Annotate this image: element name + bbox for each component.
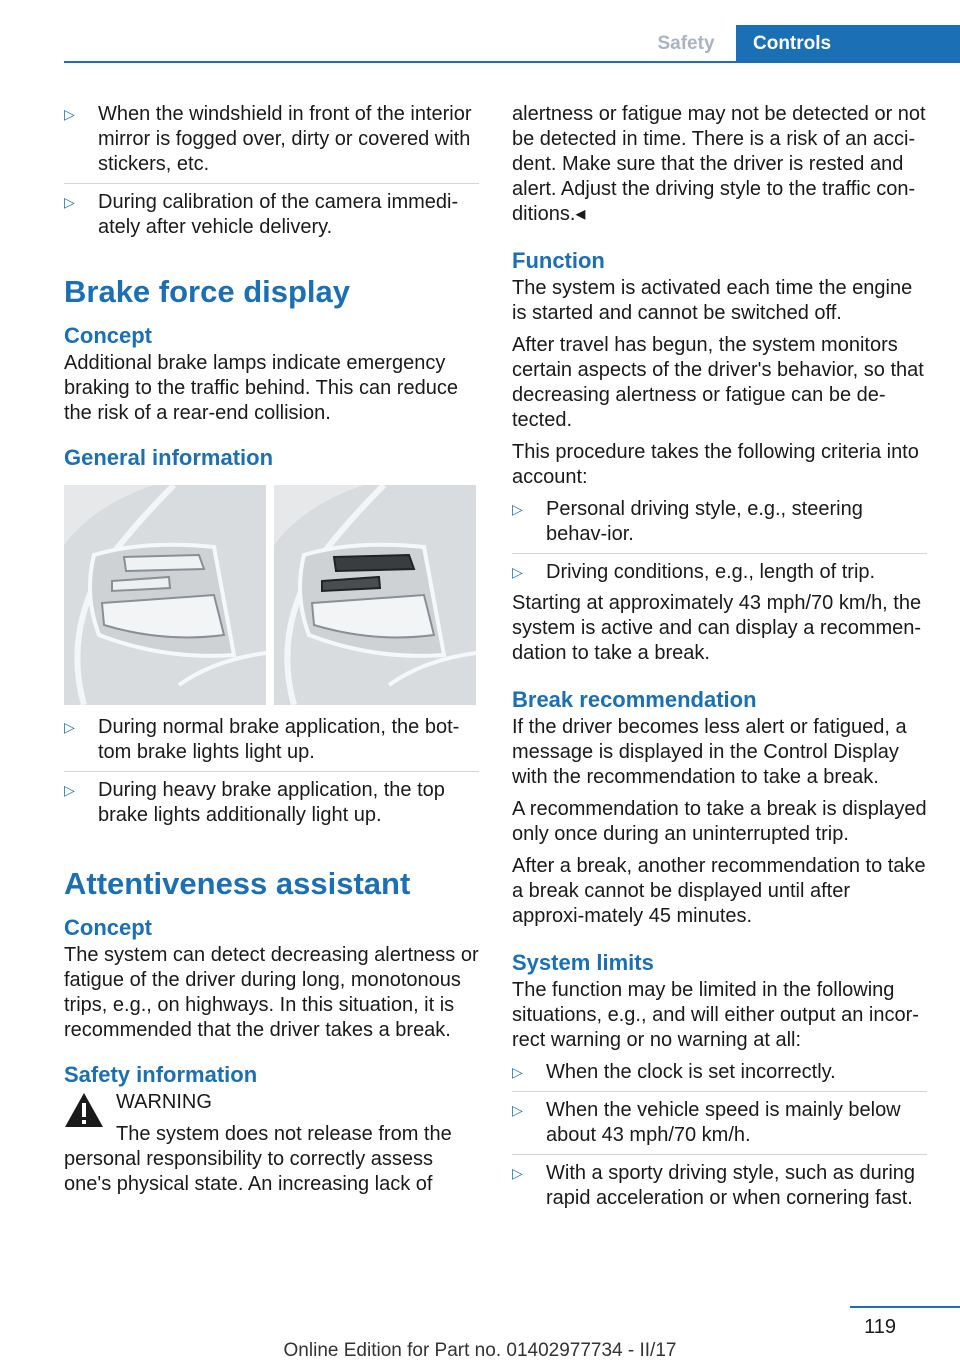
brake-lights-figure [64, 485, 479, 705]
triangle-right-icon: ▷ [64, 194, 75, 210]
triangle-right-icon: ▷ [512, 564, 523, 580]
heading-concept-2: Concept [64, 915, 152, 940]
divider [64, 183, 479, 184]
heading-break-recommendation: Break recommendation [512, 687, 757, 712]
divider [512, 1091, 927, 1092]
triangle-right-icon: ▷ [512, 501, 523, 517]
function-paragraph-2: After travel has begun, the system monitors certain aspects of the driver's behavior, so that decreasing alertness or fatigue can be de‐tected. [512, 334, 924, 431]
list-item: ▷ When the clock is set incorrectly. [512, 1061, 836, 1083]
warning-triangle-icon [64, 1092, 104, 1128]
break-paragraph-3: After a break, another recommendation to take a break cannot be displayed until after approxi‐mately 45 minutes. [512, 855, 926, 927]
triangle-right-icon: ▷ [512, 1064, 523, 1080]
triangle-right-icon: ▷ [512, 1102, 523, 1118]
break-paragraph-2: A recommendation to take a break is displayed only once during an uninterrupted trip. [512, 798, 927, 845]
list-item: ▷ When the windshield in front of the interior mirror is fogged over, dirty or covered with stickers, etc. [64, 103, 472, 175]
divider [64, 771, 479, 772]
heading-system-limits: System limits [512, 950, 654, 975]
brake-lights-normal-image [64, 485, 266, 705]
triangle-right-icon: ▷ [64, 106, 75, 122]
function-paragraph-3: This procedure takes the following criteria into account: [512, 441, 919, 488]
header-rule [64, 61, 960, 63]
warning-continuation: alertness or fatigue may not be detected or not be detected in time. There is a risk of an acci‐dent. Make sure that the driver is rested and alert. Adjust the driving style to the traffic con‐ditions.◂ [512, 103, 926, 225]
list-item: ▷ Driving conditions, e.g., length of trip. [512, 561, 876, 583]
list-item: ▷ When the vehicle speed is mainly below about 43 mph/70 km/h. [512, 1099, 901, 1146]
list-item: ▷ With a sporty driving style, such as during rapid acceleration or when cornering fast. [512, 1162, 916, 1209]
tab-safety[interactable]: Safety [657, 33, 715, 54]
right-column [512, 102, 927, 1217]
warning-block [64, 1090, 479, 1197]
list-item: ▷ Personal driving style, e.g., steering behav‐ior. [512, 498, 863, 545]
heading-concept: Concept [64, 323, 152, 348]
heading-safety-information: Safety information [64, 1062, 258, 1087]
tab-controls[interactable]: Controls [736, 25, 960, 62]
left-column [64, 102, 479, 1197]
triangle-right-icon: ▷ [64, 719, 75, 735]
divider [512, 553, 927, 554]
divider [512, 1154, 927, 1155]
brake-lights-heavy-image [274, 485, 476, 705]
edition-footer: Online Edition for Part no. 01402977734 - II/17 [283, 1340, 677, 1361]
list-item: ▷ During calibration of the camera immedi‐ately after vehicle delivery. [64, 191, 459, 238]
warning-text: The system does not release from the personal responsibility to correctly assess one's physical state. An increasing lack of [64, 1123, 452, 1195]
footer-rule [850, 1306, 960, 1308]
header-tabs [0, 25, 960, 62]
section-title-attentiveness: Attentiveness assistant [64, 866, 411, 901]
list-item: ▷ During heavy brake application, the top brake lights additionally light up. [64, 779, 445, 826]
triangle-right-icon: ▷ [512, 1165, 523, 1181]
concept-text: Additional brake lamps indicate emergency braking to the traffic behind. This can reduce the risk of a rear-end collision. [64, 352, 458, 424]
heading-general-information: General information [64, 445, 274, 470]
triangle-right-icon: ▷ [64, 782, 75, 798]
limits-paragraph: The function may be limited in the following situations, e.g., and will either output an incor‐rect warning or no warning at all: [512, 979, 919, 1051]
function-paragraph-4: Starting at approximately 43 mph/70 km/h, the system is active and can display a recommen‐dation to take a break. [512, 592, 922, 664]
break-paragraph-1: If the driver becomes less alert or fatigued, a message is displayed in the Control Display with the recommendation to take a break. [512, 716, 907, 788]
page-number: 119 [864, 1316, 896, 1338]
function-paragraph-1: The system is activated each time the engine is started and cannot be switched off. [512, 277, 913, 324]
warning-label: WARNING [116, 1091, 212, 1113]
concept2-text: The system can detect decreasing alertness or fatigue of the driver during long, monotonous trips, e.g., on highways. In this situation, it is recommended that the driver takes a break. [64, 944, 479, 1041]
list-item: ▷ During normal brake application, the bot‐tom brake lights light up. [64, 716, 460, 763]
section-title-brake-force: Brake force display [64, 274, 351, 309]
heading-function: Function [512, 248, 605, 273]
